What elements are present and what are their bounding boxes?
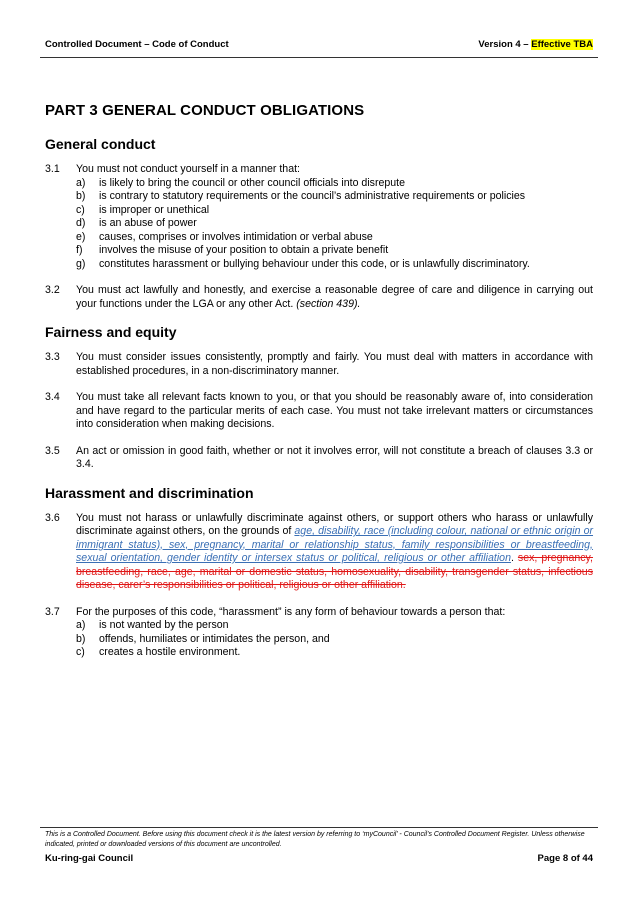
list-item — [76, 646, 593, 660]
section-heading-fairness: Fairness and equity — [45, 324, 177, 340]
clause-number: 3.1 — [45, 163, 60, 175]
clause-3-7 — [45, 606, 593, 660]
item-text: is likely to bring the council or other council officials into disrepute — [99, 176, 406, 189]
list-item — [76, 217, 593, 231]
clause-3-2 — [45, 284, 593, 311]
list-item — [76, 244, 593, 258]
footer-divider — [40, 827, 598, 828]
item-letter: f) — [76, 244, 83, 256]
clause-text: An act or omission in good faith, whether or not it involves error, will not constitute a breach of clauses 3.3 or 3.4. — [76, 444, 593, 470]
header-version — [478, 39, 593, 50]
content-body — [45, 102, 593, 673]
clause-number: 3.2 — [45, 284, 60, 296]
controlled-document-note: This is a Controlled Document. Before using this document check it is the latest version by referring to ‘myCouncil’ - Council’s Controlled Document Register. Unless otherwise indicated, printed or downloaded versions of this document are uncontrolled. — [45, 831, 585, 848]
list-item — [76, 231, 593, 245]
sub-list — [76, 619, 593, 660]
section-heading-harassment: Harassment and discrimination — [45, 484, 254, 501]
clause-3-4 — [45, 391, 593, 432]
section-reference: (section 439). — [296, 297, 361, 310]
clause-text: You must consider issues consistently, promptly and fairly. You must deal with matters in accordance with established procedures, in a non-discriminatory manner. — [76, 351, 593, 377]
item-letter: c) — [76, 203, 85, 216]
list-item — [76, 190, 593, 204]
item-text: constitutes harassment or bullying behaviour under this code, or is unlawfully discriminatory. — [99, 257, 530, 270]
clause-intro: For the purposes of this code, “harassment” is any form of behaviour towards a person that: — [76, 605, 506, 618]
clause-text: You must take all relevant facts known to you, or that you should be reasonably aware of, into consideration and have regard to the particular merits of each case. You must not take irrelevant matters or circumstances into consideration when making decisions. — [76, 391, 593, 430]
clause-number: 3.3 — [45, 351, 60, 363]
item-letter: c) — [76, 646, 85, 658]
clause-intro: You must not conduct yourself in a manner that: — [76, 163, 300, 175]
organization-name: Ku-ring-gai Council — [45, 853, 134, 864]
separator: . — [510, 552, 518, 564]
clause-3-6 — [45, 512, 593, 593]
item-text: causes, comprises or involves intimidation or verbal abuse — [99, 230, 373, 243]
page-number: Page 8 of 44 — [537, 853, 593, 864]
header-title: Controlled Document – Code of Conduct — [45, 39, 229, 50]
item-letter: b) — [76, 632, 86, 645]
clause-text: You must act lawfully and honestly, and exercise a reasonable degree of care and diligence in carrying out your functions under the LGA or any other Act. — [76, 284, 593, 310]
sub-list — [76, 177, 593, 272]
version-label: Version 4 – — [478, 39, 532, 50]
section-heading-general: General conduct — [45, 136, 156, 152]
item-text: creates a hostile environment. — [99, 646, 241, 658]
effective-highlight: Effective TBA — [531, 39, 593, 50]
list-item — [76, 619, 593, 633]
clause-3-3 — [45, 351, 593, 378]
part-title: PART 3 GENERAL CONDUCT OBLIGATIONS — [45, 102, 365, 119]
item-letter: e) — [76, 230, 86, 243]
item-text: offends, humiliates or intimidates the person, and — [99, 632, 330, 645]
item-letter: a) — [76, 176, 86, 189]
clause-number: 3.5 — [45, 444, 60, 457]
item-text: involves the misuse of your position to obtain a private benefit — [99, 244, 389, 256]
list-item — [76, 204, 593, 218]
clause-number: 3.7 — [45, 605, 60, 618]
item-text: is an abuse of power — [99, 217, 197, 229]
item-text: is not wanted by the person — [99, 619, 229, 631]
list-item — [76, 258, 593, 272]
clause-3-5 — [45, 445, 593, 472]
header-divider — [40, 57, 598, 58]
page-header — [45, 39, 593, 53]
tracked-insertion: age, disability, race (including colour, national or ethnic origin or immigrant status), sex, pregnancy, marital or relationship status, family responsibilities or breastfeeding, sexual orientation, gender identity or intersex status or political, religious or other affiliation — [76, 525, 594, 564]
clause-number: 3.4 — [45, 391, 60, 403]
tracked-deletion: sex, pregnancy, breastfeeding, race, age, marital or domestic status, homosexuality, disability, transgender status, infectious disease, carer’s responsibilities or political, religious or other affiliation. — [76, 552, 593, 591]
list-item — [76, 177, 593, 191]
list-item — [76, 633, 593, 647]
item-text: is contrary to statutory requirements or the council’s administrative requirements or policies — [99, 190, 526, 202]
item-text: is improper or unethical — [99, 203, 210, 216]
clause-number: 3.6 — [45, 511, 60, 524]
item-letter: d) — [76, 217, 86, 229]
item-letter: b) — [76, 190, 86, 202]
item-letter: a) — [76, 619, 86, 631]
item-letter: g) — [76, 257, 86, 270]
clause-3-1 — [45, 163, 593, 271]
clause-text: You must not harass or unlawfully discriminate against others, or support others who harass or unlawfully discriminate against others, on the grounds of — [76, 511, 593, 537]
